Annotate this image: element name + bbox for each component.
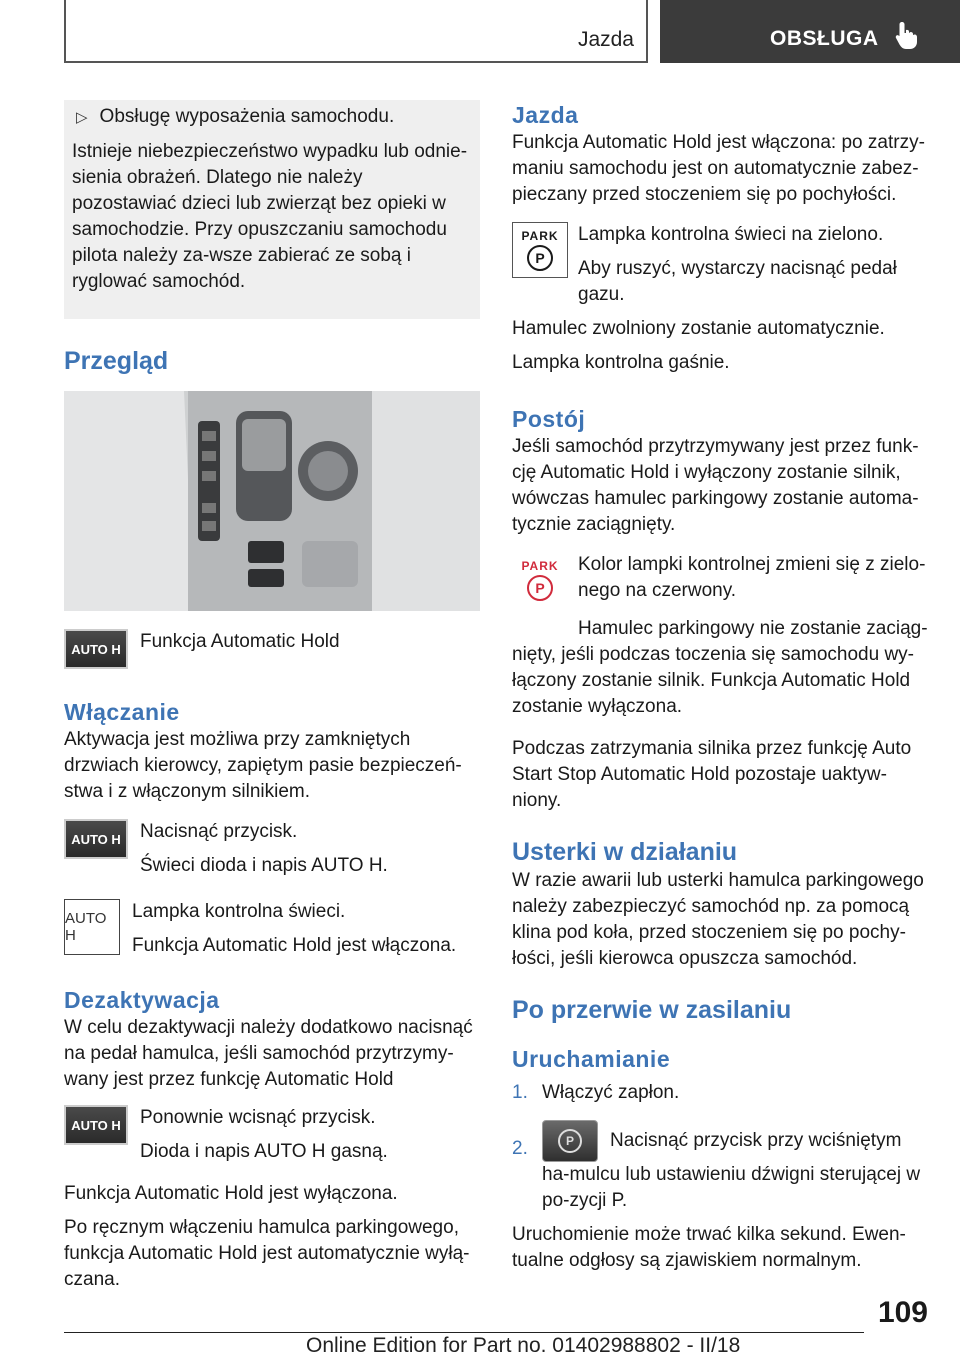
stop-text: Jeśli samochód przytrzymywany jest przez funk-cję Automatic Hold i wyłączony zostanie silnik, wówczas hamulec parkingowy zostanie automa-tycznie zaciągnięty.	[512, 436, 919, 535]
indicator-line-1: Lampka kontrolna świeci.	[132, 901, 346, 922]
disable-text: W celu dezaktywacji należy dodatkowo nacisnąć na pedał hamulca, jeśli samochód przytrzymy-wany jest przez funkcję Automatic Hold	[64, 1017, 473, 1090]
disable-step-2: Dioda i napis AUTO H gasną.	[140, 1141, 388, 1162]
warning-first-line: Obsługę wyposażenia samochodu.	[99, 106, 395, 127]
hand-pointer-icon	[894, 20, 920, 50]
footer-edition: Online Edition for Part no. 01402988802 - II/18	[306, 1334, 741, 1357]
enable-heading: Włączanie	[64, 699, 180, 725]
overview-caption-row	[64, 629, 480, 669]
auto-h-button-icon: AUTO H	[64, 1105, 128, 1145]
stop-more-text: Hamulec parkingowy nie zostanie zaciąg-nięty, jeśli podczas toczenia się samochodu wy-łączony zostanie silnik. Funkcja Automatic Hold zostanie wyłączona.	[512, 618, 928, 717]
drive-text: Funkcja Automatic Hold jest włączona: po zatrzy-maniu samochodu jest on automatycznie zabez-pieczany przed stoczeniem się po pochyłości.	[512, 132, 925, 205]
right-column	[512, 100, 928, 1274]
park-indicator-red-icon: PARK P	[512, 552, 568, 608]
warning-box	[64, 100, 480, 319]
warning-triangle-icon: ▷	[76, 109, 88, 126]
start-step-1	[512, 1080, 928, 1106]
page-number: 109	[877, 1296, 928, 1329]
drive-after-1: Hamulec zwolniony zostanie automatycznie.	[512, 318, 885, 339]
fault-heading: Usterki w działaniu	[512, 838, 738, 866]
auto-h-button-icon: AUTO H	[64, 819, 128, 859]
disable-heading: Dezaktywacja	[64, 987, 220, 1013]
start-after-text: Uruchomienie może trwać kilka sekund. Ewen-tualne odgłosy są zjawiskiem normalnym.	[512, 1224, 906, 1271]
stop-lamp-text: Kolor lampki kontrolnej zmieni się z zielo-nego na czerwony.	[578, 554, 926, 601]
park-indicator-icon: PARK P	[512, 222, 568, 278]
overview-caption: Funkcja Automatic Hold	[140, 631, 340, 652]
center-console-photo	[64, 391, 480, 611]
disable-step-1: Ponownie wcisnąć przycisk.	[140, 1107, 376, 1128]
auto-h-button-icon: AUTO H	[64, 629, 128, 669]
drive-lamp-row	[512, 222, 928, 308]
step-number: 2.	[512, 1138, 528, 1159]
header-chapter-tab	[660, 0, 960, 63]
enable-text: Aktywacja jest możliwa przy zamkniętych drzwiach kierowcy, zapiętym pasie bezpieczeń-stwa i z włączonym silnikiem.	[64, 729, 462, 802]
drive-lamp-2: Aby ruszyć, wystarczy nacisnąć pedał gazu.	[578, 258, 897, 305]
enable-step-row	[64, 819, 480, 879]
left-column	[64, 100, 480, 1293]
disable-step-row	[64, 1105, 480, 1165]
enable-step-1: Nacisnąć przycisk.	[140, 821, 298, 842]
overview-heading: Przegląd	[64, 347, 169, 375]
step-1-text: Włączyć zapłon.	[542, 1082, 680, 1103]
enable-step-2: Świeci dioda i napis AUTO H.	[140, 855, 388, 876]
stop-autostart-text: Podczas zatrzymania silnika przez funkcję Auto Start Stop Automatic Hold pozostaje uaktyw-niony.	[512, 738, 912, 811]
stop-heading: Postój	[512, 406, 586, 432]
header-section-title: Jazda	[577, 28, 634, 51]
auto-h-indicator-icon: AUTO H	[64, 899, 120, 955]
step-number: 1.	[512, 1082, 528, 1103]
footer-divider	[64, 1332, 864, 1333]
stop-lamp-row	[512, 552, 928, 608]
indicator-line-2: Funkcja Automatic Hold jest włączona.	[132, 935, 457, 956]
start-stop-button-icon: P	[542, 1120, 598, 1162]
drive-lamp-1: Lampka kontrolna świeci na zielono.	[578, 224, 884, 245]
disable-after-2: Po ręcznym włączeniu hamulca parkingowego, funkcja Automatic Hold jest automatycznie wyłą-czana.	[64, 1217, 470, 1290]
header-section-box	[64, 0, 648, 63]
drive-heading: Jazda	[512, 102, 579, 128]
drive-after-2: Lampka kontrolna gaśnie.	[512, 352, 730, 373]
step-2-text: Nacisnąć przycisk przy wciśniętym ha-mulcu lub ustawieniu dźwigni sterującej w po-zycji P.	[542, 1130, 921, 1211]
start-step-2	[512, 1120, 928, 1214]
indicator-row	[64, 899, 480, 959]
header-chapter-title: OBSŁUGA	[770, 27, 879, 50]
start-heading: Uruchamianie	[512, 1046, 671, 1072]
warning-body: Istnieje niebezpieczeństwo wypadku lub odnie-sienia obrażeń. Dlatego nie należy pozostawiać dzieci lub zwierząt bez opieki w samochodzie. Przy opuszczaniu samochodu pilota należy za-wsze zabierać ze sobą i ryglować samochód.	[72, 141, 468, 292]
power-heading: Po przerwie w zasilaniu	[512, 996, 792, 1024]
fault-text: W razie awarii lub usterki hamulca parkingowego należy zabezpieczyć samochód np. za pomocą klina pod koła, przed stoczeniem się po pochy-łości, jeśli kierowca opuszcza samochód.	[512, 870, 924, 969]
disable-after-1: Funkcja Automatic Hold jest wyłączona.	[64, 1183, 398, 1204]
